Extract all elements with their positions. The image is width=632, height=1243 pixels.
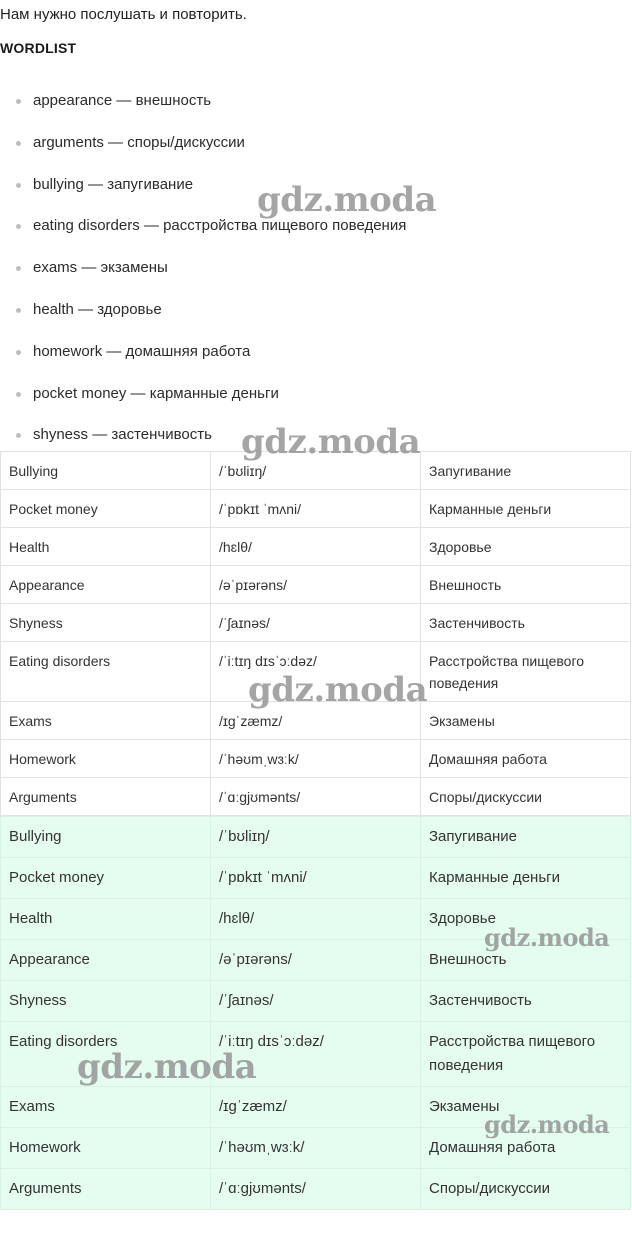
translation-cell: Домашняя работа	[421, 740, 631, 778]
list-item: health — здоровье	[0, 289, 406, 331]
table-row	[1, 858, 631, 899]
transcription-cell: /ˈhəʊmˌwɜːk/	[211, 1128, 421, 1169]
transcription-cell: /ˈpɒkɪt ˈmʌni/	[211, 858, 421, 899]
translation-cell: Домашняя работа	[421, 1128, 631, 1169]
transcription-cell: /hɛlθ/	[211, 899, 421, 940]
table-row	[1, 1128, 631, 1169]
watermark: gdz.moda	[241, 422, 421, 462]
translation-cell: Здоровье	[421, 899, 631, 940]
table-row	[1, 452, 631, 490]
word-cell: Appearance	[1, 940, 211, 981]
table-row	[1, 1022, 631, 1087]
list-item: homework — домашняя работа	[0, 331, 406, 373]
word-cell: Eating disorders	[1, 1022, 211, 1087]
translation-cell: Споры/дискуссии	[421, 778, 631, 816]
list-item: exams — экзамены	[0, 247, 406, 289]
word-cell: Eating disorders	[1, 642, 211, 702]
transcription-cell: /hɛlθ/	[211, 528, 421, 566]
watermark: gdz.moda	[248, 670, 428, 710]
wordlist-title: WORDLIST	[0, 40, 77, 56]
word-cell: Exams	[1, 702, 211, 740]
word-cell: Appearance	[1, 566, 211, 604]
watermark: gdz.moda	[484, 1110, 610, 1139]
translation-cell: Карманные деньги	[421, 858, 631, 899]
translation-cell: Экзамены	[421, 702, 631, 740]
transcription-cell: /ˈhəʊmˌwɜːk/	[211, 740, 421, 778]
table-row	[1, 899, 631, 940]
translation-cell: Здоровье	[421, 528, 631, 566]
table-row	[1, 1087, 631, 1128]
transcription-cell: /əˈpɪərəns/	[211, 566, 421, 604]
list-item: arguments — споры/дискуссии	[0, 122, 406, 164]
translation-cell: Карманные деньги	[421, 490, 631, 528]
transcription-cell: /ˈiːtɪŋ dɪsˈɔːdəz/	[211, 1022, 421, 1087]
table-row	[1, 604, 631, 642]
transcription-cell: /ˈiːtɪŋ dɪsˈɔːdəz/	[211, 642, 421, 702]
watermark: gdz.moda	[484, 923, 610, 952]
intro-text: Нам нужно послушать и повторить.	[0, 6, 247, 23]
table-row	[1, 740, 631, 778]
list-item: pocket money — карманные деньги	[0, 373, 406, 415]
translation-cell: Расстройства пищевого поведения	[421, 642, 631, 702]
list-item: appearance — внешность	[0, 80, 406, 122]
table-row	[1, 566, 631, 604]
word-cell: Health	[1, 899, 211, 940]
translation-cell: Расстройства пищевого поведения	[421, 1022, 631, 1087]
word-cell: Shyness	[1, 981, 211, 1022]
table-row	[1, 642, 631, 702]
translation-cell: Запугивание	[421, 817, 631, 858]
word-cell: Homework	[1, 740, 211, 778]
word-cell: Pocket money	[1, 858, 211, 899]
transcription-cell: /ɪɡˈzæmz/	[211, 702, 421, 740]
transcription-cell: /ˈpɒkɪt ˈmʌni/	[211, 490, 421, 528]
table-row	[1, 490, 631, 528]
table-row	[1, 702, 631, 740]
transcription-cell: /ˈɑːɡjʊmənts/	[211, 1169, 421, 1210]
wordlist	[0, 80, 406, 456]
word-cell: Arguments	[1, 778, 211, 816]
table-row	[1, 528, 631, 566]
transcription-cell: /ˈbʊliɪŋ/	[211, 452, 421, 490]
vocabulary-table	[0, 451, 631, 816]
list-item: shyness — застенчивость	[0, 414, 406, 456]
word-cell: Arguments	[1, 1169, 211, 1210]
transcription-cell: /ˈbʊliɪŋ/	[211, 817, 421, 858]
word-cell: Pocket money	[1, 490, 211, 528]
translation-cell: Застенчивость	[421, 981, 631, 1022]
list-item: eating disorders — расстройства пищевого поведения	[0, 205, 406, 247]
word-cell: Exams	[1, 1087, 211, 1128]
translation-cell: Застенчивость	[421, 604, 631, 642]
transcription-cell: /ˈʃaɪnəs/	[211, 981, 421, 1022]
table-row	[1, 1169, 631, 1210]
vocabulary-table-green	[0, 816, 631, 1210]
translation-cell: Запугивание	[421, 452, 631, 490]
translation-cell: Споры/дискуссии	[421, 1169, 631, 1210]
translation-cell: Внешность	[421, 940, 631, 981]
word-cell: Shyness	[1, 604, 211, 642]
word-cell: Health	[1, 528, 211, 566]
word-cell: Homework	[1, 1128, 211, 1169]
transcription-cell: /ˈʃaɪnəs/	[211, 604, 421, 642]
transcription-cell: /ɪɡˈzæmz/	[211, 1087, 421, 1128]
table-row	[1, 778, 631, 816]
table-row	[1, 981, 631, 1022]
watermark: gdz.moda	[257, 180, 437, 220]
transcription-cell: /əˈpɪərəns/	[211, 940, 421, 981]
word-cell: Bullying	[1, 452, 211, 490]
watermark: gdz.moda	[77, 1047, 257, 1087]
list-item: bullying — запугивание	[0, 164, 406, 206]
table-row	[1, 940, 631, 981]
table-row	[1, 817, 631, 858]
word-cell: Bullying	[1, 817, 211, 858]
transcription-cell: /ˈɑːɡjʊmənts/	[211, 778, 421, 816]
translation-cell: Внешность	[421, 566, 631, 604]
translation-cell: Экзамены	[421, 1087, 631, 1128]
